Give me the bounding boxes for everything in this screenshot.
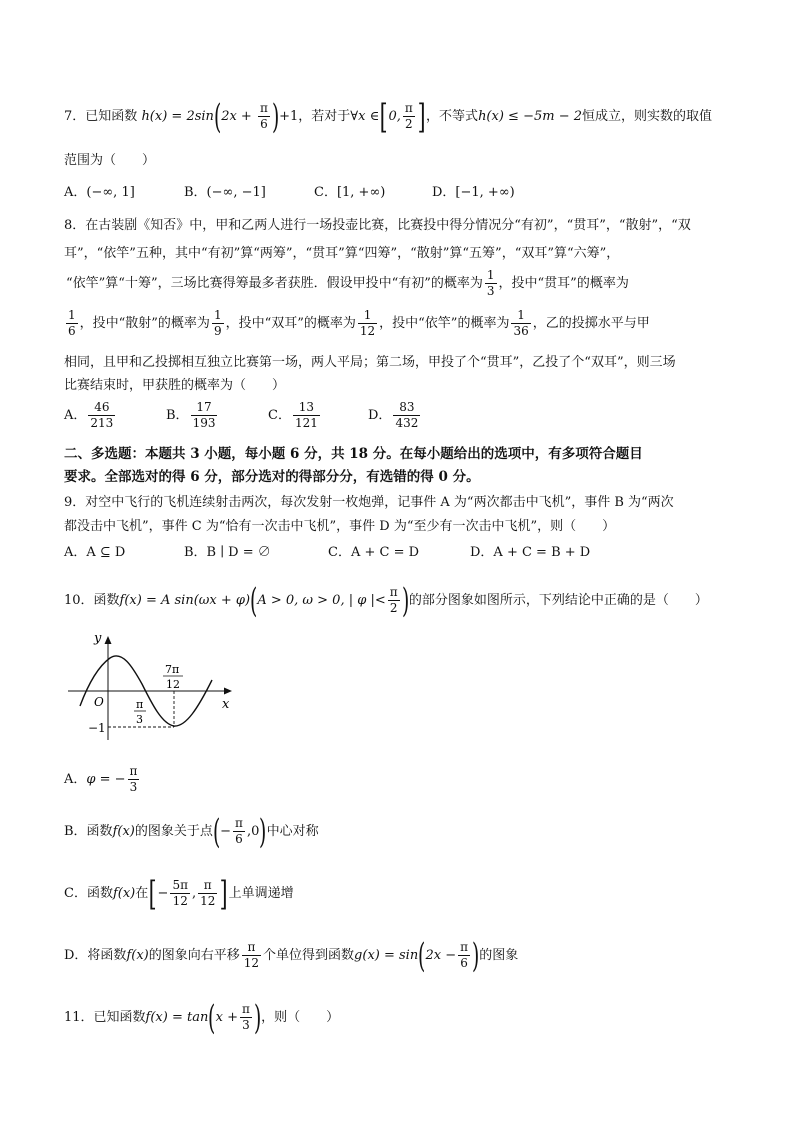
option-tail: 的图象	[479, 948, 519, 963]
q8-line5: 相同，且甲和乙投掷相互独立比赛第一场，两人平局；第二场，甲投了个“贯耳”，乙投了个“双耳”，则三场	[64, 355, 676, 370]
frac-den: 193	[192, 416, 216, 430]
q9-option-d: D．A + C = B + D	[470, 545, 591, 560]
frac-num: 5π	[172, 878, 188, 892]
frac-den: 121	[294, 416, 318, 430]
q8-line1: 8．在古装剧《知否》中，甲和乙两人进行一场投壶比赛，比赛投中得分情况分“有初”，“贯耳”，“散射”，“双	[64, 218, 691, 233]
option-text: 在	[135, 886, 149, 901]
section2-heading-line2: 要求。全部选对的得 6 分，部分选对的得部分分，有选错的得 0 分。	[64, 469, 480, 485]
frac-den: 12	[359, 324, 376, 338]
q7-inequality: h(x) ≤ −5m − 2	[478, 109, 582, 124]
q8-line4	[64, 308, 650, 339]
option-text: 的图象关于点	[134, 824, 213, 839]
option-frac	[393, 400, 420, 431]
option-inner: 2x −	[425, 948, 457, 963]
q8-frac-1-3	[485, 268, 497, 299]
q8-option-c	[268, 400, 322, 431]
bracket-right: ]	[220, 873, 229, 914]
q8-frac-1-36	[511, 308, 530, 339]
option-frac-right	[198, 878, 217, 909]
frac-num: 17	[191, 400, 218, 416]
frac-num: 46	[88, 400, 115, 416]
option-func: f(x)	[112, 886, 136, 901]
option-label: A．	[64, 772, 87, 787]
q8-line3-text-a: “依竿”算“十筹”，三场比赛得筹最多者获胜．假设甲投中“有初”的概率为	[66, 276, 483, 291]
paren-right: )	[401, 580, 409, 621]
neg-one-label: −1	[88, 721, 106, 735]
frac-num: π	[389, 585, 398, 599]
q8-line3-text-b: ，投中“贯耳”的概率为	[498, 276, 629, 291]
q7-frac-pi2	[403, 101, 415, 132]
q10-sine-graph	[62, 628, 242, 750]
option-label: D．将函数	[64, 948, 127, 963]
paren-left: (	[208, 997, 216, 1038]
q8-frac-1-12	[358, 308, 377, 339]
option-frac	[242, 940, 261, 971]
q9-option-b: B．B ∣ D = ∅	[184, 545, 271, 560]
q8-option-b	[166, 400, 219, 431]
frac-den: 3	[129, 780, 138, 794]
frac-num: 13	[293, 400, 320, 416]
paren-right: )	[471, 935, 480, 976]
option-label: C．函数	[64, 886, 113, 901]
q8-line4-text-a: ，投中“散射”的概率为	[79, 316, 210, 331]
q8-line4-text-d: ，乙的投掷水平与甲	[532, 316, 650, 331]
q11-line1	[64, 997, 340, 1038]
q10-option-a	[64, 764, 141, 795]
option-frac	[233, 816, 245, 847]
q7-intro: 已知函数	[85, 109, 138, 124]
comma-zero: ,0	[246, 824, 260, 839]
y-axis-arrow	[105, 636, 112, 644]
frac-num: π	[460, 940, 468, 954]
option-label: A．	[64, 408, 87, 423]
q10-option-c	[64, 873, 294, 914]
option-text: 的图象向右平移	[148, 948, 240, 963]
paren-right: )	[253, 997, 262, 1038]
q10-option-b	[64, 811, 319, 852]
q8-frac-1-9	[212, 308, 224, 339]
frac-den: 2	[389, 601, 398, 615]
q8-line4-text-b: ，投中“双耳”的概率为	[225, 316, 356, 331]
option-label: D．	[368, 408, 392, 423]
frac-den: 12	[200, 894, 216, 908]
frac-num: 1	[358, 308, 377, 324]
q7-line1	[64, 96, 713, 137]
section2-heading-line1: 二、多选题：本题共 3 小题，每小题 6 分，共 18 分。在每小题给出的选项中，有多项符合题目	[64, 446, 643, 462]
frac-den: 6	[260, 117, 268, 131]
q7-frac-pi6	[258, 101, 270, 132]
frac-den: 6	[460, 956, 468, 970]
q8-option-a	[64, 400, 117, 431]
option-func: f(x)	[126, 948, 149, 963]
paren-left: (	[213, 96, 222, 137]
frac-num: π	[242, 940, 261, 956]
frac-num: π	[235, 816, 243, 830]
option-func: f(x)	[112, 824, 135, 839]
q11-func: f(x) = tan	[145, 1010, 209, 1025]
frac-den: 6	[68, 324, 76, 338]
q9-option-a: A．A ⊆ D	[64, 545, 126, 560]
option-tail: 中心对称	[266, 824, 319, 839]
q11-number: 11．已知函数	[64, 1010, 146, 1025]
frac-den: 6	[235, 832, 243, 846]
q7-interval-zero: 0,	[388, 109, 401, 124]
q7-inner: 2x +	[221, 109, 256, 124]
q7-option-d: D．[−1, +∞)	[432, 185, 515, 200]
q7-line2: 范围为（ ）	[64, 153, 156, 168]
q7-number: 7．	[64, 109, 86, 124]
paren-right: )	[259, 811, 267, 852]
q9-line2: 都没击中飞机”，事件 C 为“恰有一次击中飞机”，事件 D 为“至少有一次击中飞机”，则（ ）	[64, 519, 616, 534]
option-label: B．函数	[64, 824, 113, 839]
frac-num: π	[404, 101, 413, 115]
paren-left: (	[250, 580, 258, 621]
frac-num: 1	[68, 308, 76, 322]
q7-tail: 恒成立，则实数的取值	[582, 109, 713, 124]
frac-num: 83	[393, 400, 420, 416]
frac-den: 9	[213, 324, 222, 338]
frac-den: 12	[172, 894, 188, 908]
q10-number: 10．函数	[64, 593, 120, 608]
q10-condition: A > 0, ω > 0, | φ |<	[257, 593, 386, 608]
q9-option-c: C．A + C = D	[328, 545, 420, 560]
option-frac-g	[458, 940, 470, 971]
paren-left: (	[212, 811, 221, 852]
q7-forall: ∀x ∈	[350, 109, 380, 124]
frac-den: 213	[90, 416, 114, 430]
tick-7pi12-den: 12	[166, 678, 180, 691]
frac-den: 3	[242, 1018, 250, 1032]
tick-pi3-num: π	[136, 698, 144, 711]
q10-frac-pi2	[388, 585, 400, 616]
option-frac-left	[170, 878, 190, 909]
frac-num: π	[129, 764, 138, 778]
q10-line1	[64, 580, 708, 621]
option-frac	[88, 400, 115, 431]
q11-tail: ，则（ ）	[261, 1010, 340, 1025]
bracket-left: [	[379, 96, 388, 137]
tick-7pi12-num: 7π	[165, 663, 180, 676]
comma: ,	[191, 886, 197, 901]
frac-num: π	[259, 101, 268, 115]
q11-inner: x +	[215, 1010, 238, 1025]
q7-option-c: C．[1, +∞)	[314, 185, 386, 200]
q8-line2: 耳”，“依竿”五种，其中“有初”算“两筹”，“贯耳”算“四筹”，“散射”算“五筹”，“双耳”算“六筹”，	[64, 246, 620, 261]
tick-pi3-den: 3	[136, 713, 143, 726]
option-eq: φ = −	[86, 772, 126, 787]
frac-den: 432	[395, 416, 419, 430]
option-label: C．	[268, 408, 291, 423]
frac-den: 12	[243, 956, 260, 970]
q7-h-def: h(x) = 2sin	[141, 109, 214, 124]
q10-tail: 的部分图象如图所示，下列结论中正确的是（ ）	[408, 593, 708, 608]
x-label: x	[222, 697, 230, 712]
frac-num: 1	[486, 268, 495, 282]
option-frac	[191, 400, 218, 431]
frac-den: 2	[405, 117, 413, 131]
minus-sign: −	[220, 824, 232, 839]
q9-line1: 9．对空中飞行的飞机连续射击两次，每次发射一枚炮弹，记事件 A 为“两次都击中飞机”，事件 B 为“两次	[64, 495, 674, 510]
option-label: B．	[166, 408, 189, 423]
q7-text: +1，若对于	[279, 109, 351, 124]
frac-num: π	[241, 1002, 250, 1016]
q10-option-d	[64, 935, 519, 976]
option-text-2: 个单位得到函数	[263, 948, 355, 963]
frac-num: 1	[213, 308, 222, 322]
q11-frac	[240, 1002, 252, 1033]
paren-right: )	[271, 96, 280, 137]
x-axis-arrow	[224, 688, 232, 695]
q8-frac-1-6	[66, 308, 78, 339]
option-tail: 上单调递增	[228, 886, 294, 901]
q8-line4-text-c: ，投中“依竿”的概率为	[379, 316, 510, 331]
origin-label: O	[94, 695, 104, 709]
q7-option-a: A．(−∞, 1]	[64, 185, 135, 200]
q10-function: f(x) = A sin(ωx + φ)	[119, 593, 251, 608]
paren-left: (	[418, 935, 426, 976]
q8-option-d	[368, 400, 422, 431]
frac-den: 3	[486, 284, 495, 298]
frac-num: π	[198, 878, 217, 894]
y-label: y	[94, 631, 102, 646]
q8-line3	[66, 268, 629, 299]
q8-line6: 比赛结束时，甲获胜的概率为（ ）	[64, 378, 286, 393]
option-frac	[128, 764, 140, 795]
q7-mid: ，不等式	[426, 109, 479, 124]
minus-sign: −	[157, 886, 169, 901]
option-g: g(x) = sin	[354, 948, 419, 963]
frac-num: 1	[511, 308, 530, 324]
bracket-right: ]	[417, 96, 426, 137]
bracket-left: [	[148, 873, 157, 914]
q7-option-b: B．(−∞, −1]	[184, 185, 266, 200]
frac-den: 36	[513, 324, 529, 338]
option-frac	[293, 400, 320, 431]
